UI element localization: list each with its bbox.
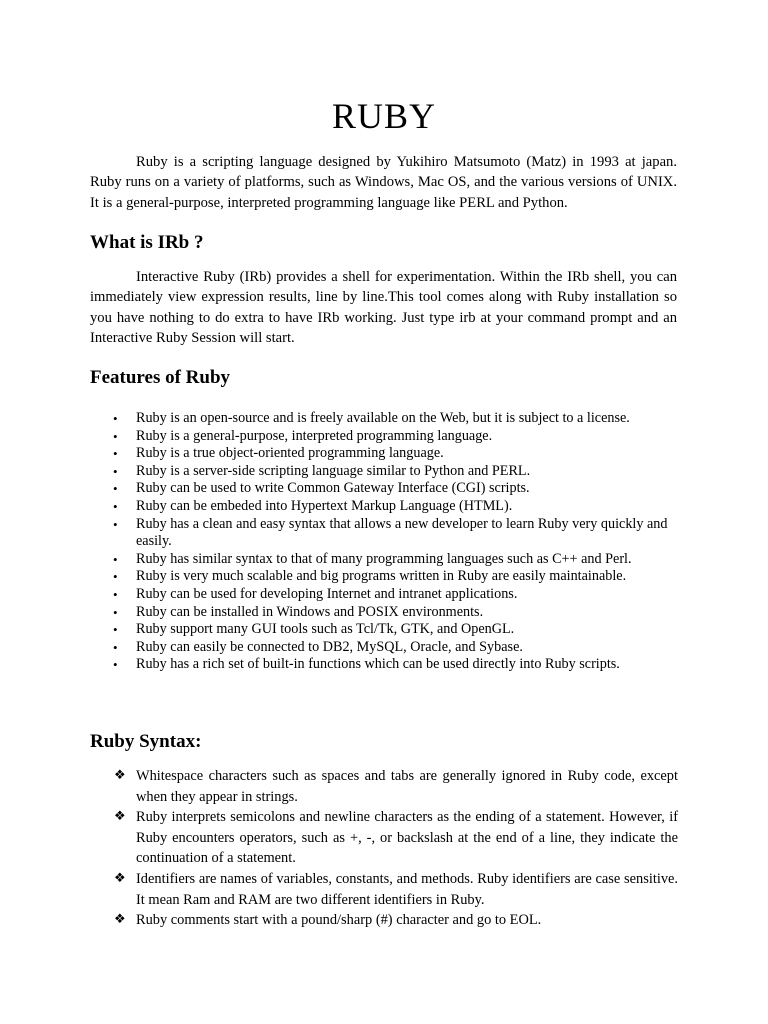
syntax-heading: Ruby Syntax: — [90, 731, 202, 752]
bullet-icon: • — [113, 446, 118, 462]
bullet-icon: • — [113, 411, 118, 426]
list-item-text: Ruby has a rich set of built-in functions which can be used directly into Ruby scripts. — [136, 656, 620, 673]
syntax-list — [90, 766, 678, 931]
list-item — [90, 910, 678, 931]
list-item — [90, 586, 690, 604]
features-list — [90, 410, 690, 674]
list-item — [90, 428, 690, 446]
list-item — [90, 551, 690, 569]
list-item-text: Ruby is an open-source and is freely available on the Web, but it is subject to a license. — [136, 410, 630, 426]
list-item-text: Ruby can be used to write Common Gateway Interface (CGI) scripts. — [136, 480, 530, 497]
list-item-text: Ruby has similar syntax to that of many programming languages such as C++ and Perl. — [136, 550, 632, 567]
list-item-text: Ruby can be installed in Windows and POSIX environments. — [136, 603, 484, 620]
bullet-icon: • — [113, 428, 118, 444]
bullet-icon: • — [113, 498, 118, 514]
list-item — [90, 869, 678, 910]
list-item — [90, 656, 690, 674]
list-item — [90, 498, 690, 516]
list-item-text: Identifiers are names of variables, constants, and methods. Ruby identifiers are case sensitive. It mean Ram and RAM are two different identifiers in Ruby. — [136, 870, 678, 908]
irb-paragraph: Interactive Ruby (IRb) provides a shell for experimentation. Within the IRb shell, you can immediately view expression results, line by line.This tool comes along with Ruby installation so you have nothing to do extra to have IRb working. Just type irb at your command prompt and an Interactive Ruby Session will start. — [90, 269, 677, 346]
bullet-icon: • — [113, 657, 118, 673]
list-item — [90, 410, 690, 428]
bullet-icon: • — [113, 604, 118, 620]
list-item-text: Ruby can be embeded into Hypertext Markup Language (HTML). — [136, 497, 513, 514]
list-item-text: Ruby interprets semicolons and newline characters as the ending of a statement. However, if Ruby encounters operators, such as +, -, or backslash at the end of a line, they indicate the continuation of a statement. — [136, 809, 678, 867]
list-item-text: Ruby is a true object-oriented programming language. — [136, 445, 444, 462]
list-item-text: Ruby is very much scalable and big programs written in Ruby are easily maintainable. — [136, 568, 627, 585]
bullet-icon: • — [113, 551, 118, 567]
irb-heading: What is IRb ? — [90, 232, 204, 253]
list-item-text: Whitespace characters such as spaces and tabs are generally ignored in Ruby code, except when they appear in strings. — [136, 768, 678, 805]
diamond-bullet-icon: ❖ — [114, 870, 126, 886]
list-item-text: Ruby is a server-side scripting language similar to Python and PERL. — [136, 462, 531, 479]
list-item — [90, 516, 690, 551]
bullet-icon: • — [113, 569, 118, 585]
list-item — [90, 480, 690, 498]
list-item — [90, 639, 690, 657]
bullet-icon: • — [113, 516, 118, 532]
list-item — [90, 568, 690, 586]
diamond-bullet-icon: ❖ — [114, 768, 126, 783]
bullet-icon: • — [113, 481, 118, 497]
list-item-text: Ruby can easily be connected to DB2, MySQL, Oracle, and Sybase. — [136, 638, 523, 655]
intro-paragraph: Ruby is a scripting language designed by Yukihiro Matsumoto (Matz) in 1993 at japan. Ruby runs on a variety of platforms, such as Windows, Mac OS, and the various versions of UNIX. It is a general-purpose, interpreted programming language like PERL and Python. — [90, 154, 677, 211]
list-item — [90, 766, 678, 807]
bullet-icon: • — [113, 622, 118, 638]
page-title: RUBY — [331, 96, 437, 136]
list-item — [90, 445, 690, 463]
list-item — [90, 621, 690, 639]
list-item-text: Ruby is a general-purpose, interpreted programming language. — [136, 427, 493, 444]
list-item — [90, 807, 678, 869]
diamond-bullet-icon: ❖ — [114, 809, 126, 825]
list-item-text: Ruby can be used for developing Internet and intranet applications. — [136, 585, 518, 602]
diamond-bullet-icon: ❖ — [114, 912, 126, 928]
list-item — [90, 463, 690, 481]
features-heading: Features of Ruby — [90, 367, 231, 388]
list-item — [90, 604, 690, 622]
bullet-icon: • — [113, 463, 118, 479]
list-item-text: Ruby has a clean and easy syntax that allows a new developer to learn Ruby very quickly and easily. — [136, 515, 668, 550]
bullet-icon: • — [113, 639, 118, 655]
bullet-icon: • — [113, 586, 118, 602]
list-item-text: Ruby comments start with a pound/sharp (#) character and go to EOL. — [136, 912, 542, 929]
list-item-text: Ruby support many GUI tools such as Tcl/Tk, GTK, and OpenGL. — [136, 621, 515, 638]
